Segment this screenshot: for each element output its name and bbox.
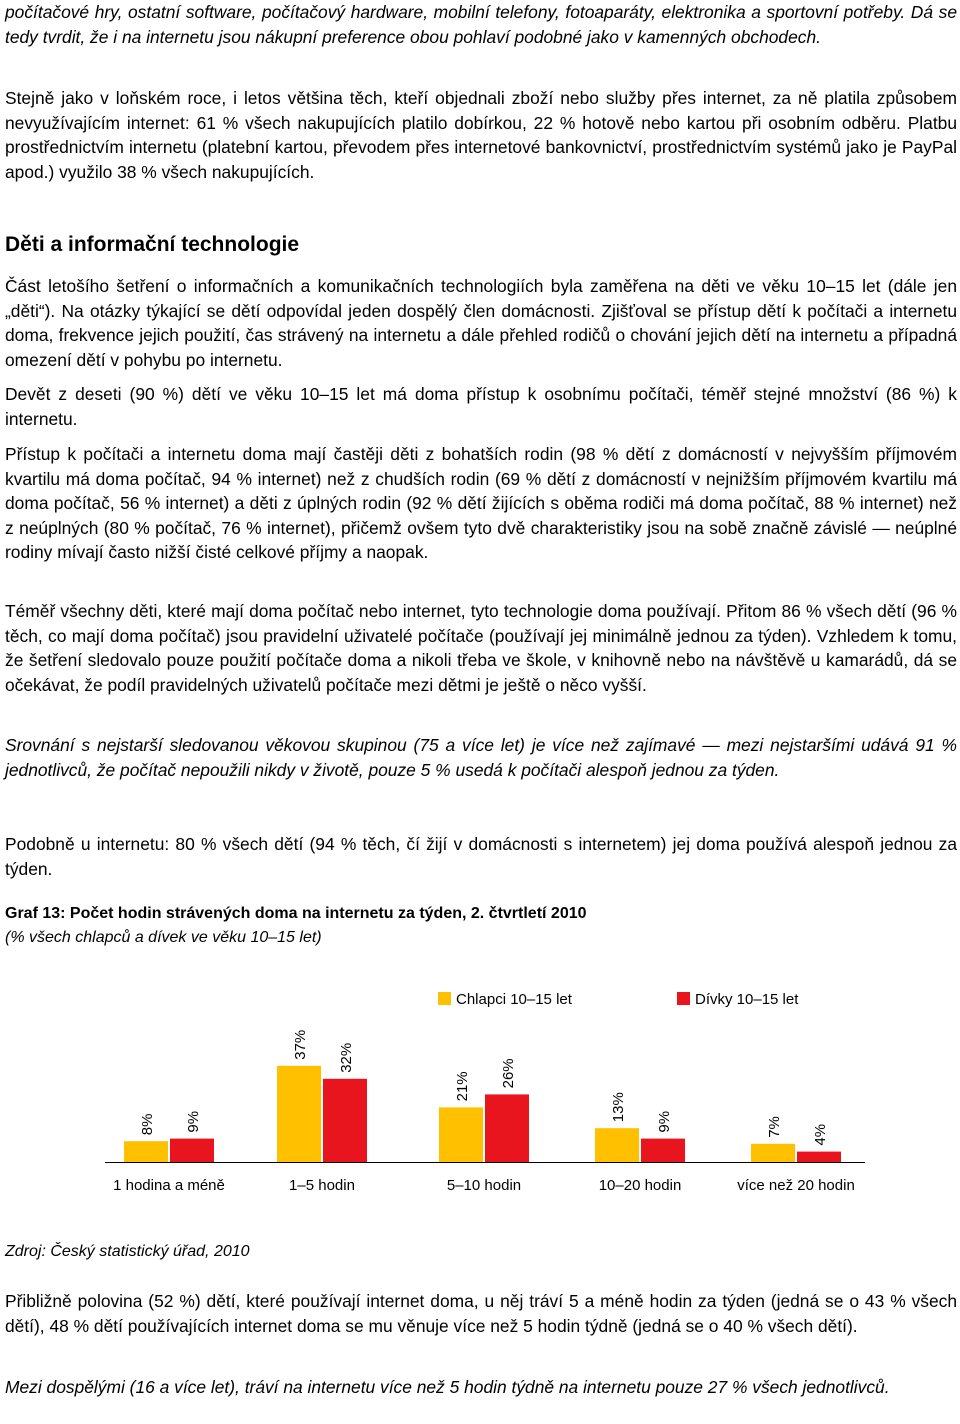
legend-swatch — [438, 992, 451, 1005]
section-heading: Děti a informační technologie — [5, 233, 300, 256]
figure-source: Zdroj: Český statistický úřad, 2010 — [5, 1243, 250, 1260]
category-label: 1 hodina a méně — [113, 1177, 225, 1194]
paragraph-survey: Část letošího šetření o informačních a komunikačních technologiích byla zaměřena na děti ve věku 10–15 let (dále jen „děti“). Na otázky týkající se dětí odpovídal jeden dospělý člen domácnosti. Zjišťoval se přístup dětí k počítači a internetu doma, frekvence jejich použití, čas strávený na internetu a dále přehled rodičů o chování jejich dětí na internetu a případná omezení dětí v pohybu po internetu. — [5, 276, 957, 370]
data-label: 32% — [338, 1042, 355, 1073]
data-label: 26% — [500, 1058, 517, 1089]
paragraph-half: Přibližně polovina (52 %) dětí, které používají internet doma, u něj tráví 5 a méně hodin za týden (jedná se o 43 % všech dětí), 48 % dětí používajících internet doma se mu věnuje více než 5 hodin týdně (jedná se o 40 % všech dětí). — [5, 1291, 957, 1336]
bar-girls-0 — [170, 1139, 214, 1162]
paragraph-payment: Stejně jako v loňském roce, i letos většina těch, kteří objednali zboží nebo služby přes internet, za ně platila způsobem nevyužívajícím internet: 61 % všech nakupujících platilo dobírkou, 22 % hotově nebo kartou při osobním odběru. Platbu prostřednictvím internetu (platební kartou, převodem přes internetové bankovnictví, prostřednictvím systémů jako je PayPal apod.) využilo 38 % všech nakupujících. — [5, 88, 957, 182]
data-label: 37% — [292, 1029, 309, 1060]
paragraph-usage: Téměř všechny děti, které mají doma počítač nebo internet, tyto technologie doma používají. Přitom 86 % všech dětí (96 % těch, co mají doma počítač) jsou pravidelní uživatelé počítače (používají jej minimálně jednou za týden). Vzhledem k tomu, že šetření sledovalo pouze použití počítače doma a nikoli třeba ve škole, v knihovně nebo na návštěvě u kamarádů, dá se očekávat, že podíl pravidelných uživatelů počítače mezi dětmi je ještě o něco vyšší. — [5, 601, 957, 695]
paragraph-comparison: Srovnání s nejstarší sledovanou věkovou skupinou (75 a více let) je více než zajímavé — mezi nejstaršími udává 91 % jednotlivců, že počítač nepoužili nikdy v životě, pouze 5 % usedá k počítači alespoň jednou za týden. — [5, 735, 957, 780]
data-label: 9% — [185, 1110, 202, 1133]
bar-boys-1 — [277, 1066, 321, 1162]
data-label: 4% — [812, 1123, 829, 1146]
legend-swatch — [677, 992, 690, 1005]
bar-boys-4 — [751, 1144, 795, 1162]
paragraph-income: Přístup k počítači a internetu doma mají častěji děti z bohatších rodin (98 % dětí z domácností v nejvyšším příjmovém kvartilu má doma počítač, 94 % internet) než z chudších rodin (69 % dětí z domácností v nejnižším příjmovém kvartilu má doma počítač, 56 % internet) a děti z úplných rodin (92 % dětí žijících s oběma rodiči má doma počítač, 88 % internet) než z neúplných (80 % počítač, 76 % internet), přičemž ovšem tyto dvě charakteristiky jsou na sobě značně závislé — neúplné rodiny mívají často nižší čisté celkové příjmy a naopak. — [5, 444, 957, 562]
legend-label: Dívky 10–15 let — [695, 991, 799, 1008]
category-label: více než 20 hodin — [737, 1177, 855, 1194]
category-label: 10–20 hodin — [598, 1177, 682, 1194]
legend-label: Chlapci 10–15 let — [456, 991, 572, 1008]
data-label: 7% — [766, 1116, 783, 1138]
bar-chart — [5, 985, 957, 1210]
bar-girls-3 — [641, 1139, 685, 1162]
data-label: 9% — [656, 1110, 673, 1133]
bar-boys-2 — [439, 1107, 483, 1162]
data-label: 13% — [610, 1092, 627, 1123]
category-label: 5–10 hodin — [446, 1177, 522, 1194]
paragraph-internet-weekly: Podobně u internetu: 80 % všech dětí (94 % těch, čí žijí v domácnosti s internetem) jej doma používá alespoň jednou za týden. — [5, 834, 957, 879]
data-label: 21% — [454, 1071, 471, 1102]
figure-subtitle: (% všech chlapců a dívek ve věku 10–15 let) — [5, 929, 322, 946]
paragraph-adults: Mezi dospělými (16 a více let), tráví na internetu více než 5 hodin týdně na internetu pouze 27 % všech jednotlivců. — [5, 1377, 890, 1397]
bar-girls-1 — [323, 1079, 367, 1162]
category-label: 1–5 hodin — [289, 1177, 355, 1194]
paragraph-intro-end: počítačové hry, ostatní software, počítačový hardware, mobilní telefony, fotoaparáty, elektronika a sportovní potřeby. Dá se tedy tvrdit, že i na internetu jsou nákupní preference obou pohlaví podobné jako v kamenných obchodech. — [5, 2, 957, 47]
data-label: 8% — [139, 1113, 156, 1136]
figure-title: Graf 13: Počet hodin strávených doma na internetu za týden, 2. čtvrtletí 2010 — [5, 905, 587, 922]
bar-boys-3 — [595, 1128, 639, 1162]
bar-girls-4 — [797, 1152, 841, 1162]
paragraph-access: Devět z deseti (90 %) dětí ve věku 10–15 let má doma přístup k osobnímu počítači, téměř stejné množství (86 %) k internetu. — [5, 384, 957, 429]
bar-boys-0 — [124, 1141, 168, 1162]
bar-girls-2 — [485, 1094, 529, 1162]
